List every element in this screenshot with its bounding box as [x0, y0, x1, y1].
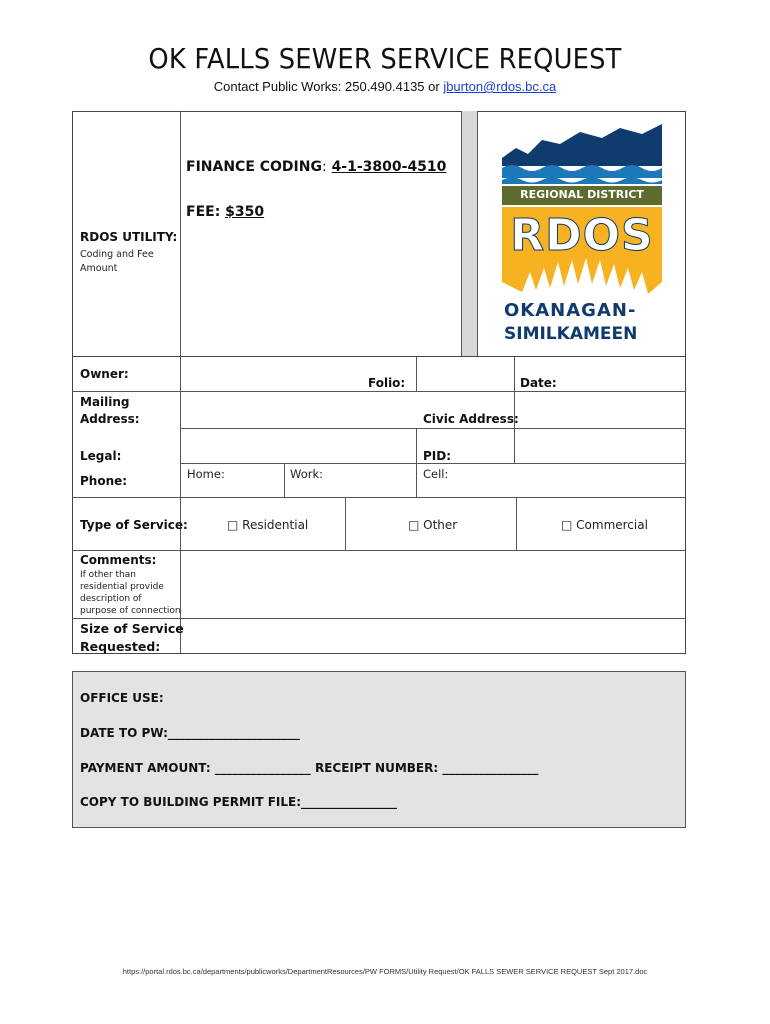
folio-label: Folio: [368, 376, 406, 390]
phone-label: Phone: [80, 474, 128, 488]
comments-note-4: purpose of connection [80, 606, 181, 616]
finance-coding-label: FINANCE CODING [186, 159, 322, 175]
size-of-service-label-1: Size of Service [80, 621, 184, 636]
rdos-logo [502, 122, 664, 350]
owner-label: Owner: [80, 367, 129, 381]
finance-coding-colon: : [321, 159, 327, 175]
owner-field[interactable] [181, 357, 361, 391]
comments-note-1: If other than [80, 570, 136, 580]
other-checkbox[interactable]: □ Other [408, 518, 458, 532]
logo-band-text: REGIONAL DISTRICT [520, 188, 644, 201]
rdos-utility-label: RDOS UTILITY: [80, 230, 178, 244]
contact-email-link[interactable]: jburton@rdos.bc.ca [443, 79, 557, 94]
fee-label: FEE: [186, 204, 221, 220]
date-label: Date: [520, 376, 557, 390]
copy-to-building-permit: COPY TO BUILDING PERMIT FILE:________________ [80, 795, 398, 809]
logo-similkameen-text: SIMILKAMEEN [504, 324, 638, 344]
civic-address-field[interactable] [515, 392, 685, 428]
home-phone-field[interactable]: Home: [187, 467, 225, 481]
civic-address-label: Civic Address: [423, 412, 519, 426]
contact-prefix: Contact Public Works: 250.490.4135 or [213, 79, 444, 94]
logo-rdos-text: RDOS [510, 210, 654, 261]
size-of-service-field[interactable] [181, 619, 685, 653]
office-use-heading: OFFICE USE: [80, 691, 164, 705]
work-phone-field[interactable]: Work: [290, 467, 323, 481]
contact-line [0, 79, 770, 94]
coding-fee-note-1: Coding and Fee [80, 249, 154, 260]
mailing-address-field[interactable] [181, 392, 416, 428]
comments-note-2: residential provide [80, 582, 164, 592]
logo-okanagan-text: OKANAGAN- [504, 300, 637, 321]
type-of-service-label: Type of Service: [80, 518, 188, 532]
comments-field[interactable] [181, 551, 685, 618]
pid-field[interactable] [515, 429, 685, 463]
legal-field[interactable] [181, 429, 416, 463]
residential-checkbox[interactable]: □ Residential [227, 518, 309, 532]
footer-file-path: https://portal.rdos.bc.ca/departments/publicworks/DepartmentResources/PW FORMS/Utility Request/OK FALLS SEWER SERVICE REQUEST Sept 2017.doc [122, 967, 648, 976]
coding-fee-note-2: Amount [80, 263, 118, 274]
fee-value: $350 [225, 204, 265, 220]
date-field[interactable] [570, 357, 685, 391]
mailing-label-2: Address: [80, 412, 140, 426]
finance-coding [186, 159, 446, 175]
pid-label: PID: [423, 449, 452, 463]
page-title: OK FALLS SEWER SERVICE REQUEST [148, 42, 622, 75]
folio-field[interactable] [417, 357, 514, 391]
comments-note-3: description of [80, 594, 142, 604]
commercial-checkbox[interactable]: □ Commercial [561, 518, 648, 532]
finance-coding-value: 4-1-3800-4510 [331, 159, 447, 175]
legal-label: Legal: [80, 449, 122, 463]
mailing-label-1: Mailing [80, 395, 130, 409]
utility-divider-strip [461, 111, 478, 357]
fee [186, 204, 264, 220]
size-of-service-label-2: Requested: [80, 639, 161, 654]
comments-label: Comments: [80, 553, 157, 567]
date-to-pw: DATE TO PW:______________________ [80, 726, 300, 740]
payment-receipt-line: PAYMENT AMOUNT: ________________ RECEIPT NUMBER: ________________ [80, 761, 539, 775]
cell-phone-field[interactable]: Cell: [423, 467, 449, 481]
